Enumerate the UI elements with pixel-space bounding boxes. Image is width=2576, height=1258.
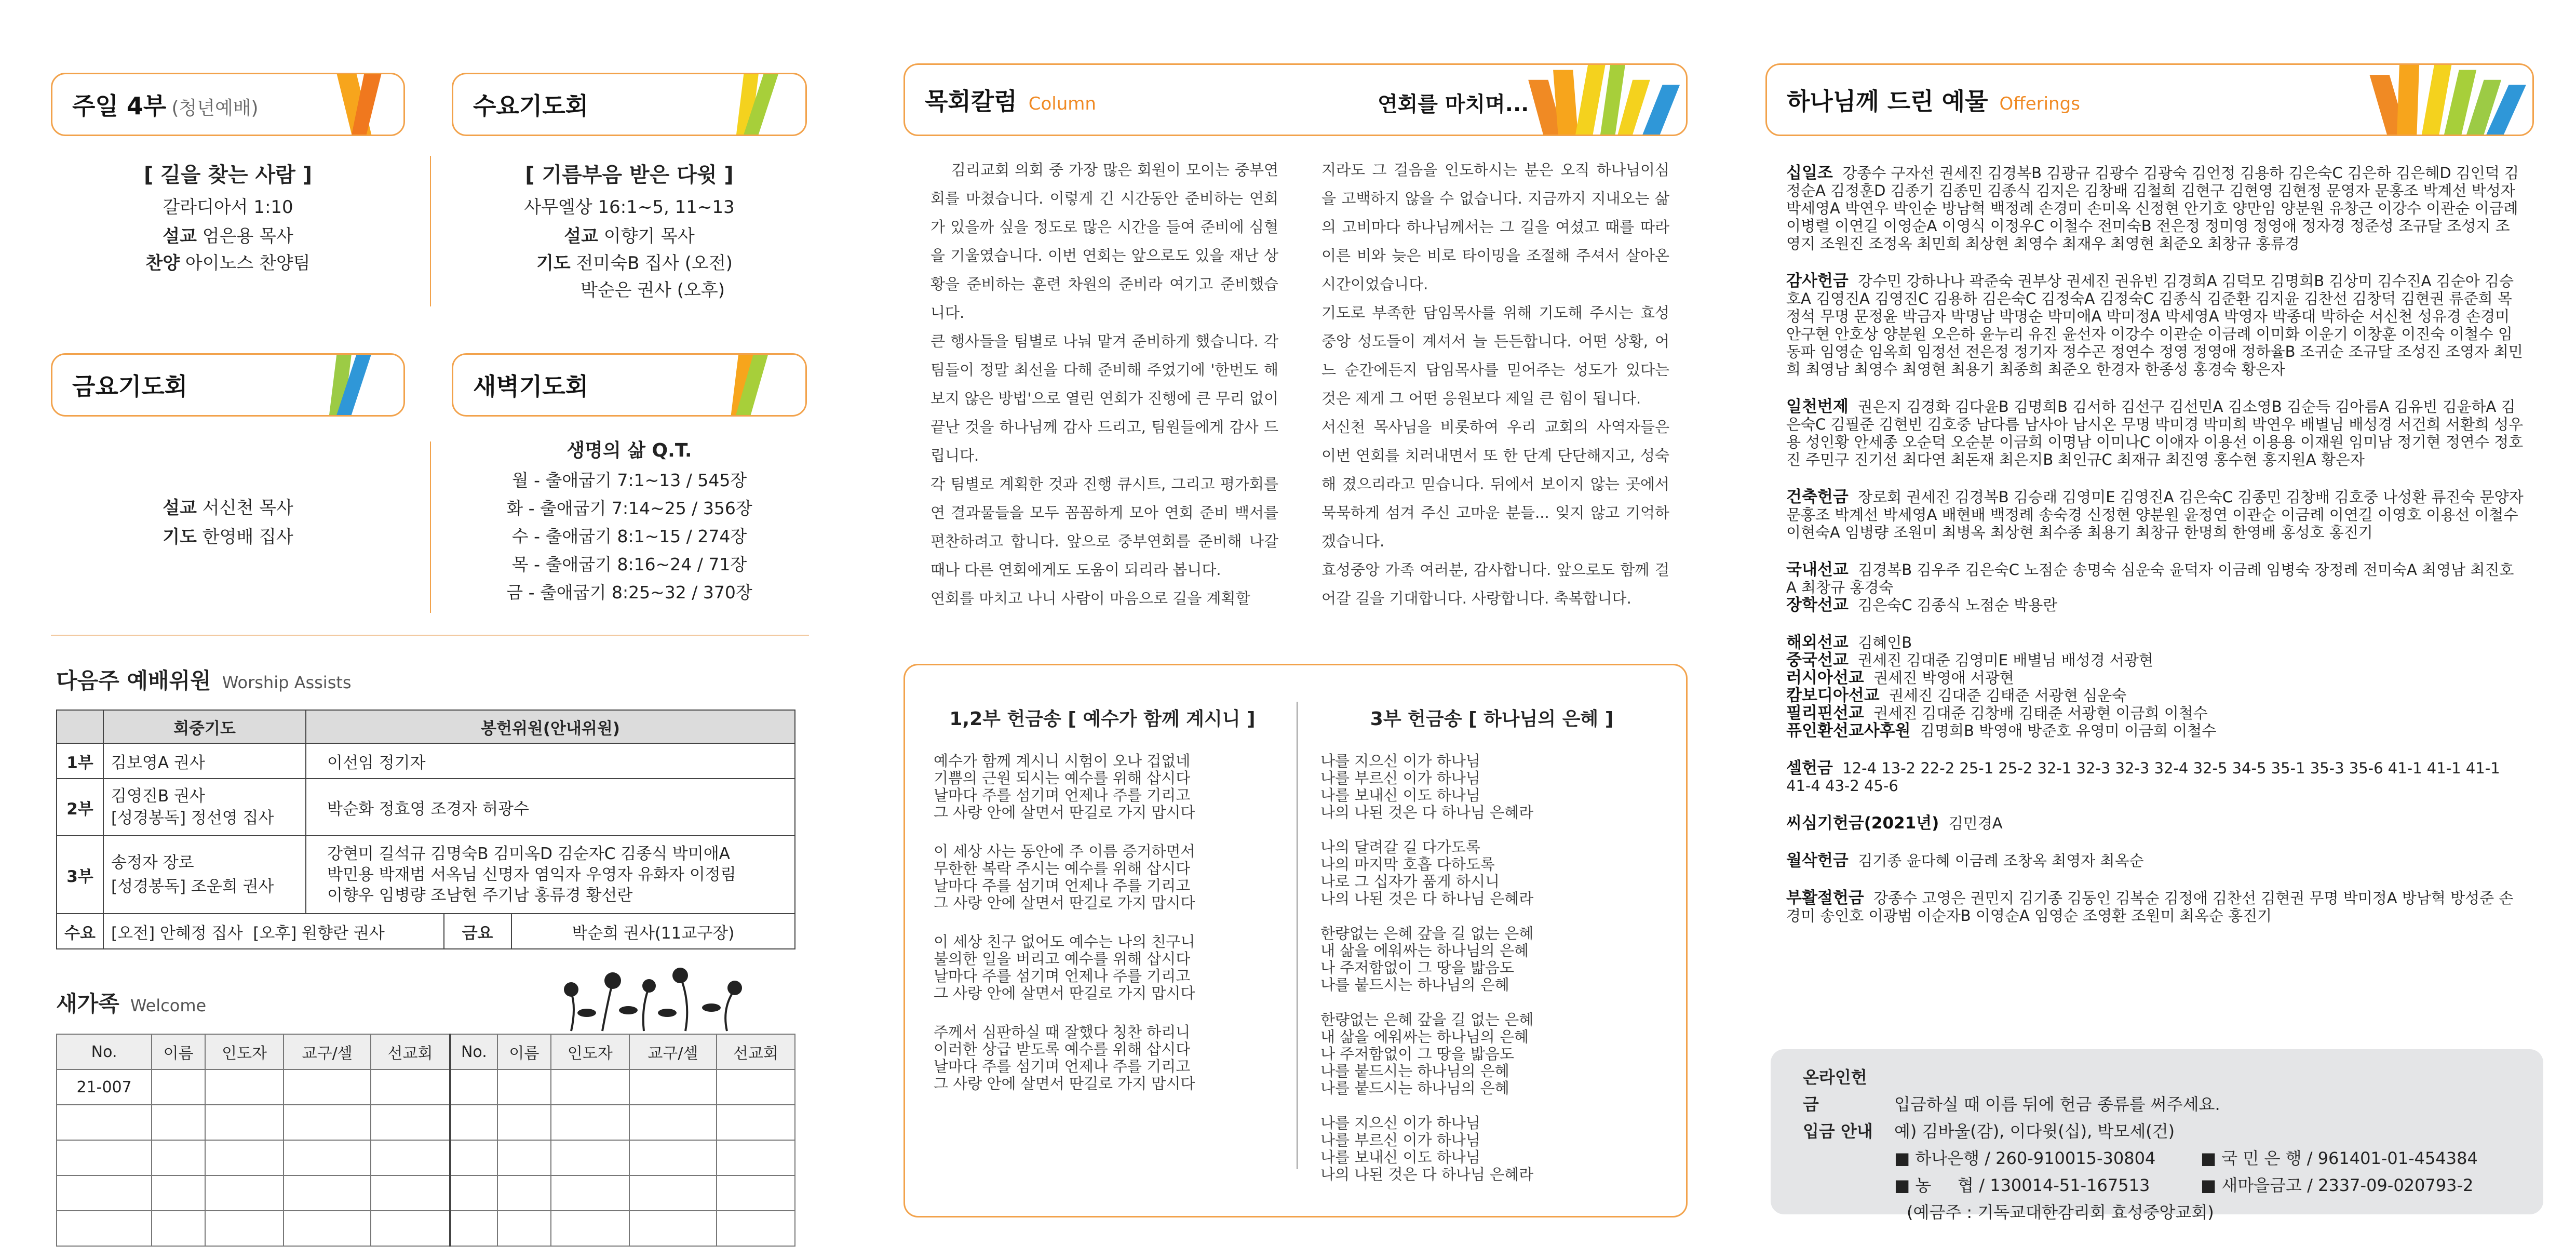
role-label: 설교 <box>163 226 197 247</box>
preacher: 이향기 목사 <box>603 226 695 247</box>
role-label: 설교 <box>564 226 598 247</box>
offering-item: 해외선교 김혜인B <box>1786 633 1912 652</box>
account-holder: (예금주 : 기독교대한감리회 효성중앙교회) <box>1907 1202 2214 1222</box>
hymn-verse: 주께서 심판하실 때 잘했다 칭찬 하리니 이러한 상급 받도록 예수를 위해 삽시다 날마다 주를 섬기며 언제나 주를 기리고 그 사랑 안에 살면서 딴길로 가지 맙시다 <box>934 1023 1195 1092</box>
deposit-example: 예) 김바울(감), 이다윗(십), 박모세(건) <box>1894 1121 2175 1141</box>
online-note: 입금하실 때 이름 뒤에 헌금 종류를 써주세요. <box>1894 1094 2220 1114</box>
col-header: 인도자 <box>551 1034 629 1069</box>
table-row <box>57 1140 795 1175</box>
hymn-left-title: 1,2부 헌금송 [ 예수가 함께 계시니 ] <box>949 708 1256 730</box>
prayer-cell: 김영진B 권사 [성경봉독] 정선영 집사 <box>103 779 306 836</box>
hymn-box <box>903 664 1688 1217</box>
horizontal-divider <box>51 635 809 636</box>
stripes-decoration-icon <box>315 74 393 135</box>
preacher: 엄은용 목사 <box>202 226 293 247</box>
part-label: 2부 <box>57 779 103 836</box>
vertical-divider <box>1297 702 1298 1169</box>
table-row <box>57 1175 795 1211</box>
offerings-title: 하나님께 드린 예물 <box>1787 87 1988 115</box>
column-text-left: 김리교회 의회 중 가장 많은 회원이 모이는 중부연회를 마쳤습니다. 이렇게 긴 시간동안 준비하는 연회가 있을까 싶을 정도로 많은 시간을 들여 준비에 심혈을 기울였습니다. 이번 연회는 앞으로도 있을 재난 상황을 준비하는 훈련 차원의 준비라 여기고 준비했습니다. 큰 행사들을 팀별로 나눠 맡겨 준비하게 했습니다. 각 팀들이 정말 최선을 다해 준비해 주었기에 '한번도 해 보지 않은 방법'으로 열린 연회가 진행에 큰 무리 없이 끝난 것을 하나님께 감사 드리고, 팀원들에게 감사 드립니다. 각 팀별로 계획한 것과 진행 큐시트, 그리고 평가회를 연 결과물들을 모두 꼼꼼하게 모아 연회 준비 백서를 편찬하려고 합니다. 앞으로 중부연회를 준비해 나갈 때나 다른 연회에게도 도움이 되리라 봅니다. 연회를 마치고 나니 사람이 마음으로 길을 계획할 <box>930 161 1279 607</box>
offering-item: 필리핀선교 권세진 김대준 김창배 김태준 서광현 이금희 이철수 <box>1786 704 2208 722</box>
wed-ushers: [오전] 안혜정 집사 [오후] 원향란 권사 <box>103 914 444 949</box>
praise-team: 아이노스 찬양팀 <box>185 253 311 274</box>
fri-ushers: 박순희 권사(11교구장) <box>511 914 795 949</box>
hymn-verse: 나의 달려갈 길 다가도록 나의 마지막 호흡 다하도록 나로 그 십자가 품게 하시니 나의 나된 것은 다 하나님 은혜라 <box>1320 838 1534 907</box>
preacher: 서신천 목사 <box>202 498 293 518</box>
qt-item: 금 - 출애굽기 8:25~32 / 370장 <box>506 582 752 603</box>
offerings-list <box>1786 164 2524 944</box>
newfamily-title: 새가족 <box>56 991 119 1016</box>
sunday4-header <box>51 73 405 136</box>
wednesday-title: 수요기도회 <box>473 92 589 120</box>
stripes-decoration-icon <box>320 355 377 415</box>
sunday4-sermon-title: [ 길을 찾는 사람 ] <box>143 163 313 187</box>
col-header: 봉헌위원(안내위원) <box>306 710 795 743</box>
deposit-label: 입금 안내 <box>1803 1121 1873 1141</box>
prayer-cell: 송정자 장로 [성경봉독] 조운희 권사 <box>103 836 306 914</box>
qt-item: 화 - 출애굽기 7:14~25 / 356장 <box>506 498 752 518</box>
ushers-cell: 강현미 길석규 김명숙B 김미옥D 김순자C 김종식 박미애A 박민용 박재범 서옥님 신명자 염익자 우영자 유화자 이정림 이향우 임병량 조남현 주기남 홍류경 황선란 <box>306 836 795 914</box>
column-text-right: 지라도 그 걸음을 인도하시는 분은 오직 하나님이심을 고백하지 않을 수 없습니다. 지금까지 지내오는 삶의 고비마다 하나님께서는 그 길을 여셨고 때를 따라 이른 비와 늦은 비로 타이밍을 조절해 주셔서 살아온 시간이었습니다. 기도로 부족한 담임목사를 위해 기도해 주시는 효성중앙 성도들이 계셔서 늘 든든합니다. 어떤 상황, 어느 순간에든지 담임목사를 믿어주는 성도가 있다는 것은 제게 그 어떤 응원보다 제일 큰 힘이 됩니다. 서신천 목사님을 비롯하여 우리 교회의 사역자들은 이번 연회를 치러내면서 또 한 단계 단단해지고, 성숙해 졌으리라고 믿습니다. 뒤에서 보이지 않는 곳에서 묵묵하게 섬겨 주신 고마운 분들... 잊지 않고 기억하겠습니다. 효성중앙 가족 여러분, 감사합니다. 앞으로도 함께 걸어갈 길을 기대합니다. 사랑합니다. 축복합니다. <box>1321 161 1669 607</box>
prayer-morning: 전미숙B 집사 (오전) <box>576 253 733 274</box>
column-en: Column <box>1028 93 1096 114</box>
offering-item: 월삭헌금 김기종 윤다혜 이금례 조창옥 최영자 최옥순 <box>1786 851 2144 870</box>
role-label: 찬양 <box>145 253 180 274</box>
part-label: 3부 <box>57 836 103 914</box>
ushers-cell: 박순화 정효영 조경자 허광수 <box>306 779 795 836</box>
hymn-verse: 예수가 함께 계시니 시험이 오나 겁없네 기쁨의 근원 되시는 예수를 위해 삽시다 날마다 주를 섬기며 언제나 주를 기리고 그 사랑 안에 살면서 딴길로 가지 맙시다 <box>934 752 1195 821</box>
col-header: 선교회 <box>717 1034 795 1069</box>
offering-item: 퓨인환선교사후원 김명희B 박영애 방준호 유영미 이금희 이철수 <box>1786 721 2217 740</box>
part-label: 1부 <box>57 743 103 779</box>
ushers-cell: 이선임 정기자 <box>306 743 795 779</box>
newfamily-en: Welcome <box>130 996 207 1015</box>
worship-assists-en: Worship Assists <box>222 673 352 692</box>
qt-item: 월 - 출애굽기 7:1~13 / 545장 <box>511 470 747 490</box>
offering-item: 일천번제 권은지 김경화 김다윤B 김명희B 김서하 김선구 김선민A 김소영B 김순득 김아름A 김유빈 김윤하A 김은숙C 김필준 김현빈 김호중 남다름 남사아 남시온 무명 박미경 박미희 박연우 배별님 배성경 서건희 서환희 성우용 성인황 안세종 오순덕 오순분 이금희 이명남 이미나C 이애자 이용선 이용용 이재원 임미남 정기현 정연수 정호진 주민구 진기선 최다연 최돈재 최은지B 최인규C 최재규 최진영 홍수현 홍지원A 황은자 <box>1786 397 2524 469</box>
sunday4-title: 주일 4부 <box>72 92 167 120</box>
offerings-header <box>1765 63 2534 136</box>
prayer-cell: 김보영A 권사 <box>103 743 306 779</box>
offering-item: 캄보디아선교 권세진 김대준 김태준 서광현 심운숙 <box>1786 686 2127 705</box>
offering-item: 감사헌금 강수민 강하나나 곽준숙 권부상 권세진 권유빈 김경희A 김덕모 김명희B 김상미 김수진A 김순아 김승호A 김영진A 김영진C 김용하 김은숙C 김정숙A 김정숙C 김종식 김준환 김지윤 김찬선 김창덕 김현권 류준희 목정석 무명 문정윤 박금자 박명남 박명순 박미애A 박미정A 박세영A 박영자 박종대 박하순 서신천 성유경 손경미 안구현 안호상 양분원 오은하 윤누리 유진 윤선자 이강수 이관순 이금례 이미화 이운기 이창훈 이진숙 이철수 임동파 임영순 임옥희 임정선 전은정 정기자 정수곤 정연수 정영 정영애 정하율B 조귀순 조규달 조성진 조영자 최민희 최영남 최영수 최영현 최용기 최종희 최준오 한경자 한종성 홍경숙 황은자 <box>1786 272 2523 378</box>
hymn-verse: 이 세상 친구 없어도 예수는 나의 친구니 불의한 일을 버리고 예수를 위해 삽시다 날마다 주를 섬기며 언제나 주를 기리고 그 사랑 안에 살면서 딴길로 가지 맙시다 <box>934 933 1195 1002</box>
offering-item: 부활절헌금 강종수 고영은 권민지 김기종 김동인 김복순 김정애 김찬선 김현권 무명 박미정A 방남혁 방성준 손경미 송인호 이광범 이순자B 이영순A 임영순 조영환 조원미 최옥순 홍진기 <box>1786 889 2514 925</box>
friday-header <box>51 353 405 417</box>
online-giving-box <box>1771 1049 2543 1222</box>
col-header: 교구/셀 <box>284 1034 371 1069</box>
qt-item: 수 - 출애굽기 8:1~15 / 274장 <box>511 526 747 546</box>
offering-item: 건축헌금 장로회 권세진 김경복B 김승래 김영미E 김영진A 김은숙C 김종민 김창배 김호중 나성환 류진숙 문양자 문홍조 박계선 박세영A 배현배 백정례 송숙경 신정현 양분원 윤정연 이관순 이금례 이연길 이영호 이용선 이철수 이현숙A 임병량 조원미 최병옥 최상현 최수종 최용기 최창규 한명희 한영배 홍성호 홍진기 <box>1786 488 2524 541</box>
sunday4-sub: (청년예배) <box>171 98 259 119</box>
stripes-decoration-icon <box>727 74 785 135</box>
hymn-verse: 한량없는 은혜 갚을 길 없는 은혜 내 삶을 에워싸는 하나님의 은혜 나 주저함없이 그 땅을 밟음도 나를 붙드시는 하나님의 은혜 나를 붙드시는 하나님의 은혜 <box>1320 1011 1534 1097</box>
col-header: 인도자 <box>205 1034 284 1069</box>
col-header: 선교회 <box>371 1034 450 1069</box>
bank-account: ■ 농 협 / 130014-51-167513 <box>1894 1175 2150 1195</box>
offering-item: 중국선교 권세진 김대준 김영미E 배별님 배성경 서광현 <box>1786 651 2153 670</box>
bank-account: ■ 하나은행 / 260-910015-30804 <box>1894 1148 2156 1168</box>
fri-label: 금요 <box>444 914 511 949</box>
role-label: 기도 <box>163 527 197 547</box>
offering-item: 장학선교 김은숙C 김종식 노점순 박용란 <box>1786 596 2058 614</box>
offering-item: 러시아선교 권세진 박영애 서광현 <box>1786 668 2014 687</box>
table-row <box>57 1105 795 1140</box>
role-label: 기도 <box>536 253 571 274</box>
dawn-title: 새벽기도회 <box>473 372 589 400</box>
column-subtitle: 연회를 마치며... <box>1378 92 1529 116</box>
bank-account: ■ 국 민 은 행 / 961401-01-454384 <box>2201 1148 2478 1168</box>
flower-decoration-icon <box>556 966 763 1034</box>
hymn-verse: 나를 지으신 이가 하나님 나를 부르신 이가 하나님 나를 보내신 이도 하나님 나의 나된 것은 다 하나님 은혜라 <box>1320 752 1534 821</box>
prayer-afternoon: 박순은 권사 (오후) <box>580 280 725 301</box>
role-label: 설교 <box>163 498 197 518</box>
hymn-verse: 한량없는 은혜 갚을 길 없는 은혜 내 삶을 에워싸는 하나님의 은혜 나 주저함없이 그 땅을 밟음도 나를 붙드시는 하나님의 은혜 <box>1320 925 1534 994</box>
bank-account: ■ 새마을금고 / 2337-09-020793-2 <box>2201 1175 2474 1195</box>
col-header: 이름 <box>497 1034 551 1069</box>
stripes-decoration-icon <box>1515 65 1686 135</box>
worship-assists-table <box>56 710 795 949</box>
wed-label: 수요 <box>57 914 103 949</box>
stripes-decoration-icon <box>722 355 774 415</box>
qt-item: 목 - 출애굽기 8:16~24 / 71장 <box>511 554 747 574</box>
table-row <box>57 1069 795 1105</box>
vertical-divider <box>430 441 431 613</box>
dawn-header <box>452 353 807 417</box>
hymn-verse: 이 세상 사는 동안에 주 이름 증거하면서 무한한 복락 주시는 예수를 위해 삽시다 날마다 주를 섬기며 언제나 주를 기리고 그 사랑 안에 살면서 딴길로 가지 맙시다 <box>934 842 1195 912</box>
wednesday-header <box>452 73 807 136</box>
wednesday-verse: 사무엘상 16:1~5, 11~13 <box>524 197 735 218</box>
col-header: No. <box>450 1034 497 1069</box>
sunday4-verse: 갈라디아서 1:10 <box>163 197 293 218</box>
newfamily-no: 21-007 <box>57 1069 152 1105</box>
col-header: 교구/셀 <box>629 1034 717 1069</box>
stripes-decoration-icon <box>2356 65 2532 135</box>
offerings-en: Offerings <box>1999 93 2080 114</box>
prayer: 한영배 집사 <box>202 527 293 547</box>
column-header <box>903 63 1688 136</box>
worship-assists-title: 다음주 예배위원 <box>56 668 211 693</box>
table-row <box>57 1211 795 1246</box>
wednesday-sermon-title: [ 기름부음 받은 다윗 ] <box>525 163 734 187</box>
vertical-divider <box>430 156 431 306</box>
offering-item: 국내선교 김경복B 김우주 김은숙C 노점순 송명숙 심운숙 윤덕자 이금례 임병숙 장정례 전미숙A 최영남 최진호A 최창규 홍경숙 <box>1786 560 2514 596</box>
offering-item: 셀헌금 12-4 13-2 22-2 25-1 25-2 32-1 32-3 32-3 32-4 32-5 34-5 35-1 35-3 35-6 41-1 41-1 41-1 41-4 43-2 45-6 <box>1786 759 2500 795</box>
col-header: 이름 <box>152 1034 205 1069</box>
qt-title: 생명의 삶 Q.T. <box>567 440 692 461</box>
hymn-right-title: 3부 헌금송 [ 하나님의 은혜 ] <box>1370 708 1614 730</box>
column-title: 목회칼럼 <box>925 87 1017 115</box>
offering-item: 씨심기헌금(2021년) 김민경A <box>1786 814 2003 833</box>
newfamily-table <box>56 1034 795 1247</box>
offering-item: 십일조 강종수 구자선 권세진 김경복B 김광규 김광수 김광숙 김언정 김용하 김은숙C 김은하 김은혜D 김인덕 김정순A 김정훈D 김종기 김종민 김종식 김지은 김창배 김철희 김현구 김현영 김현정 문영자 문홍조 박계선 박성자 박세영A 박연우 박인순 방남혁 백정례 손경미 손미옥 신정현 안기호 양만임 양분원 유창근 이강수 이관순 이금례 이병렬 이연길 이영순A 이영식 이정우C 이철수 전미숙B 전은정 정미영 정영애 정자경 정준성 조규달 조성지 조영지 조원진 조정옥 최민희 최상현 최영수 최재우 최영현 최준오 최창규 홍류경 <box>1786 164 2519 252</box>
hymn-verse: 나를 지으신 이가 하나님 나를 부르신 이가 하나님 나를 보내신 이도 하나님 나의 나된 것은 다 하나님 은혜라 <box>1320 1114 1534 1183</box>
online-label: 온라인헌금 <box>1803 1067 1867 1114</box>
col-header: 회중기도 <box>103 710 306 743</box>
friday-title: 금요기도회 <box>72 372 188 400</box>
col-header: No. <box>57 1034 152 1069</box>
